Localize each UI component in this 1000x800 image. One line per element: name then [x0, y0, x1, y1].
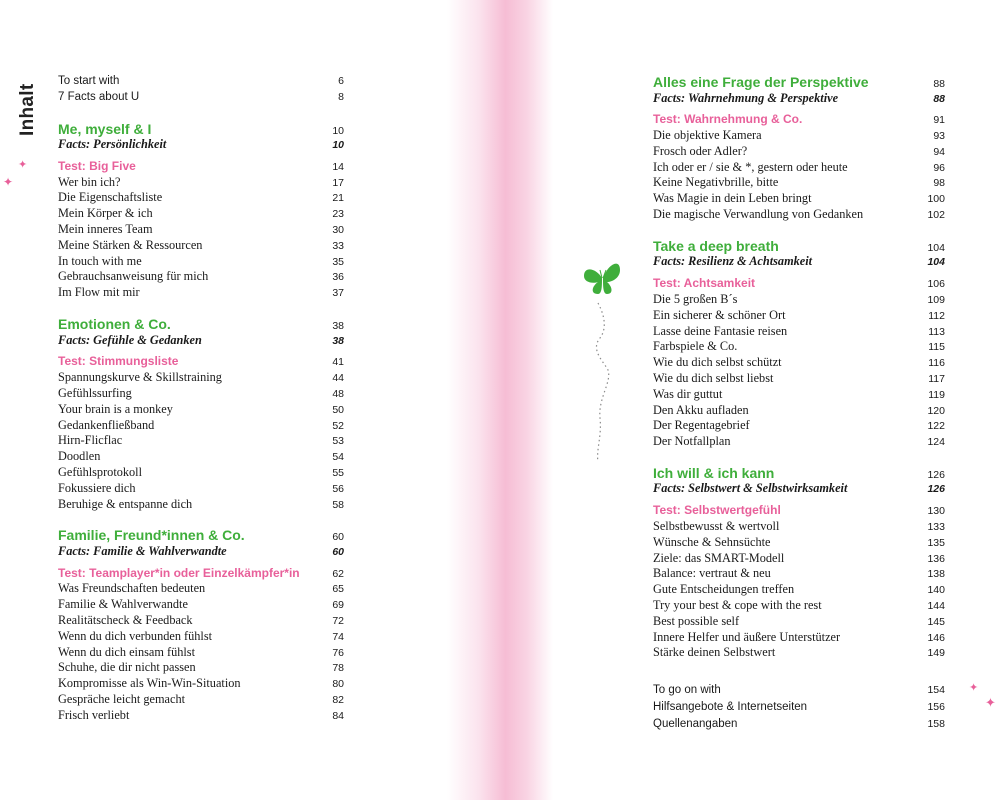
test-entry[interactable]: Test: Selbstwertgefühl 130 [653, 503, 945, 518]
toc-outro [653, 682, 945, 733]
toc-entry[interactable]: Selbstbewusst & wertvoll 133 [653, 519, 945, 534]
toc-entry[interactable]: Keine Negativbrille, bitte 98 [653, 175, 945, 190]
facts-entry[interactable]: Facts: Selbstwert & Selbstwirksamkeit 126 [653, 481, 945, 496]
toc-entry[interactable]: Best possible self 145 [653, 613, 945, 628]
toc-entry[interactable]: Mein inneres Team 30 [58, 222, 344, 237]
toc-entry[interactable]: Meine Stärken & Ressourcen 33 [58, 237, 344, 252]
toc-entry[interactable]: To start with 6 [58, 75, 344, 87]
facts-entry[interactable]: Facts: Resilienz & Achtsamkeit 104 [653, 254, 945, 269]
toc-entry[interactable]: Stärke deinen Selbstwert 149 [653, 645, 945, 660]
toc-right [653, 74, 945, 733]
toc-entry[interactable]: Gute Entscheidungen treffen 140 [653, 582, 945, 597]
sparkle-icon: ✦ [985, 696, 996, 711]
toc-entry[interactable]: Gebrauchsanweisung für mich 36 [58, 269, 344, 284]
toc-entry[interactable]: Innere Helfer und äußere Unterstützer 146 [653, 629, 945, 644]
test-entry[interactable]: Test: Stimmungsliste 41 [58, 354, 344, 369]
toc-entry[interactable]: In touch with me 35 [58, 253, 344, 268]
toc-entry[interactable]: Familie & Wahlverwandte 69 [58, 597, 344, 612]
facts-entry[interactable]: Facts: Persönlichkeit 10 [58, 137, 344, 152]
test-entry[interactable]: Test: Big Five 14 [58, 158, 344, 173]
toc-entry[interactable]: Gefühlsprotokoll 55 [58, 464, 344, 479]
toc-entry[interactable]: Realitätscheck & Feedback 72 [58, 613, 344, 628]
toc-entry[interactable]: Die objektive Kamera 93 [653, 128, 945, 143]
section-heading[interactable]: Emotionen & Co. 38 [58, 316, 344, 333]
toc-entry[interactable]: Fokussiere dich 56 [58, 480, 344, 495]
facts-entry[interactable]: Facts: Familie & Wahlverwandte 60 [58, 543, 344, 558]
toc-entry[interactable]: Hilfsangebote & Internetseiten 156 [653, 701, 945, 714]
toc-entry[interactable]: Die magische Verwandlung von Gedanken 102 [653, 207, 945, 222]
spine-title [17, 78, 41, 138]
toc-entry[interactable]: 7 Facts about U 8 [58, 90, 344, 103]
toc-entry[interactable]: Try your best & cope with the rest 144 [653, 598, 945, 613]
toc-entry[interactable]: Was Magie in dein Leben bringt 100 [653, 191, 945, 206]
section-heading[interactable]: Take a deep breath 104 [653, 237, 945, 254]
toc-entry[interactable]: Quellenangaben 158 [653, 718, 945, 731]
toc-entry[interactable]: Ein sicherer & schöner Ort 112 [653, 307, 945, 322]
butterfly-icon [578, 258, 638, 468]
toc-entry[interactable]: Was Freundschaften bedeuten 65 [58, 581, 344, 596]
toc-intro [58, 74, 344, 106]
section-heading[interactable]: Me, myself & I 10 [58, 120, 344, 137]
facts-entry[interactable]: Facts: Wahrnehmung & Perspektive 88 [653, 90, 945, 105]
section-heading[interactable]: Familie, Freund*innen & Co. 60 [58, 527, 344, 544]
test-entry[interactable]: Test: Achtsamkeit 106 [653, 276, 945, 291]
toc-entry[interactable]: Im Flow mit mir 37 [58, 285, 344, 300]
toc-entry[interactable]: Spannungskurve & Skillstraining 44 [58, 370, 344, 385]
toc-section [58, 316, 344, 512]
facts-entry[interactable]: Facts: Gefühle & Gedanken 38 [58, 332, 344, 347]
toc-entry[interactable]: Schuhe, die dir nicht passen 78 [58, 660, 344, 675]
toc-entry[interactable]: To go on with 154 [653, 684, 945, 697]
toc-entry[interactable]: Der Notfallplan 124 [653, 434, 945, 449]
toc-section [58, 121, 344, 301]
toc-entry[interactable]: Den Akku aufladen 120 [653, 402, 945, 417]
spine-title-text: Inhalt [17, 83, 38, 136]
toc-entry[interactable]: Wünsche & Sehnsüchte 135 [653, 534, 945, 549]
toc-entry[interactable]: Ziele: das SMART-Modell 136 [653, 550, 945, 565]
toc-entry[interactable]: Farbspiele & Co. 115 [653, 339, 945, 354]
toc-entry[interactable]: Kompromisse als Win-Win-Situation 80 [58, 676, 344, 691]
toc-entry[interactable]: Balance: vertraut & neu 138 [653, 566, 945, 581]
toc-section [653, 465, 945, 661]
toc-entry[interactable]: Die Eigenschaftsliste 21 [58, 190, 344, 205]
toc-entry[interactable]: Gespräche leicht gemacht 82 [58, 692, 344, 706]
toc-entry[interactable]: Der Regentagebrief 122 [653, 418, 945, 433]
toc-entry[interactable]: Frosch oder Adler? 94 [653, 143, 945, 158]
sparkle-icon: ✦ [18, 158, 28, 171]
toc-entry[interactable]: Was dir guttut 119 [653, 386, 945, 401]
toc-section [58, 527, 344, 723]
toc-entry[interactable]: Your brain is a monkey 50 [58, 401, 344, 416]
sparkle-icon: ✦ [3, 175, 14, 189]
toc-entry[interactable]: Beruhige & entspanne dich 58 [58, 496, 344, 511]
toc-entry[interactable]: Lasse deine Fantasie reisen 113 [653, 323, 945, 338]
toc-entry[interactable]: Mein Körper & ich 23 [58, 206, 344, 221]
toc-entry[interactable]: Wie du dich selbst liebst 117 [653, 370, 945, 385]
section-heading[interactable]: Ich will & ich kann 126 [653, 464, 945, 481]
toc-left [58, 74, 344, 724]
toc-entry[interactable]: Wenn du dich verbunden fühlst 74 [58, 628, 344, 643]
toc-entry[interactable]: Wer bin ich? 17 [58, 174, 344, 189]
toc-entry[interactable]: Die 5 großen B´s 109 [653, 291, 945, 306]
toc-entry[interactable]: Wie du dich selbst schützt 116 [653, 355, 945, 370]
test-entry[interactable]: Test: Wahrnehmung & Co. 91 [653, 112, 945, 127]
toc-entry[interactable]: Gefühlssurfing 48 [58, 385, 344, 400]
section-heading[interactable]: Alles eine Frage der Perspektive 88 [653, 74, 945, 90]
toc-entry[interactable]: Frisch verliebt 84 [58, 707, 344, 722]
toc-entry[interactable]: Doodlen 54 [58, 449, 344, 464]
toc-entry[interactable]: Gedankenfließband 52 [58, 417, 344, 432]
toc-section [653, 74, 945, 223]
toc-entry[interactable]: Wenn du dich einsam fühlst 76 [58, 644, 344, 659]
sparkle-icon: ✦ [969, 681, 979, 694]
toc-section [653, 238, 945, 450]
toc-entry[interactable]: Ich oder er / sie & *, gestern oder heute 96 [653, 159, 945, 174]
test-entry[interactable]: Test: Teamplayer*in oder Einzelkämpfer*in 62 [58, 565, 344, 580]
toc-entry[interactable]: Hirn-Flicflac 53 [58, 433, 344, 448]
